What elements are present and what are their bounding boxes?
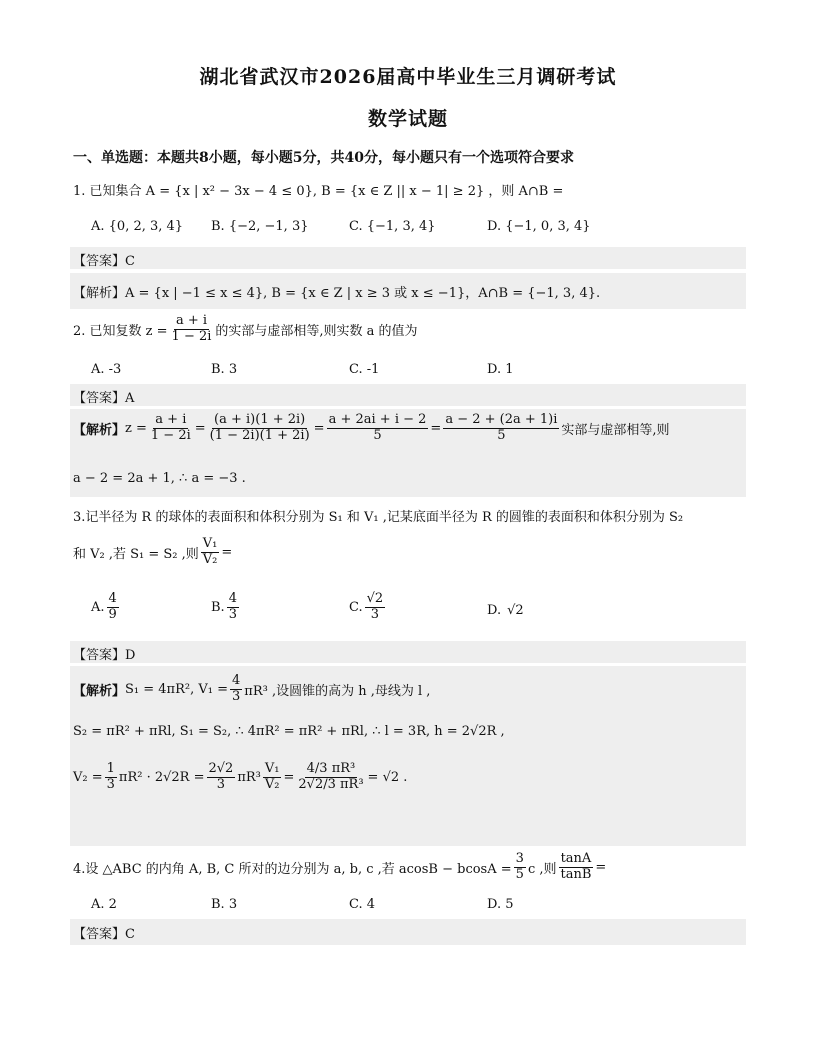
q1-option-b: B. {−2, −1, 3} (211, 219, 309, 234)
q2-stem-post: 的实部与虚部相等,则实数 a 的值为 (215, 323, 418, 339)
q4-answer-box (70, 919, 746, 945)
q2-option-c: C. -1 (349, 362, 380, 377)
q3-a3-post: = √2 . (367, 769, 408, 785)
q4-f1-den: 5 (515, 866, 524, 882)
q3-analysis-line1 (73, 674, 430, 705)
q3-analysis-label: 【解析】 (73, 683, 126, 699)
q1-answer: 【答案】C (73, 254, 135, 269)
q2-analysis-tail: 实部与虚部相等,则 (561, 422, 670, 438)
q2-f1-den: 1 − 2i (150, 427, 191, 443)
q2-f4-num: a − 2 + (2a + 1)i (445, 412, 558, 427)
q1-option-a: A. {0, 2, 3, 4} (91, 219, 184, 234)
q3-stem-den: V₂ (202, 551, 218, 567)
q3-option-c (349, 592, 387, 623)
q3-option-b-den: 3 (228, 606, 237, 622)
q2-analysis-line1 (73, 413, 670, 444)
q2-answer: 【答案】A (73, 391, 135, 406)
q1-option-c: C. {−1, 3, 4} (349, 219, 436, 234)
q3-analysis-line3 (73, 762, 407, 793)
q2-eq3: = (430, 420, 442, 436)
q2-answer-box (70, 384, 746, 406)
q2-f2-den: (1 − 2i)(1 + 2i) (209, 427, 310, 443)
q2-stem-num: a + i (175, 313, 208, 328)
q3-a3-frac2 (207, 762, 236, 793)
q3-option-c-den: 3 (370, 606, 380, 622)
q3-option-a (91, 592, 121, 623)
question-4-stem (73, 852, 606, 883)
q1-analysis: 【解析】A = {x | −1 ≤ x ≤ 4}, B = {x ∈ Z | x ≥ 3 或 x ≤ −1}，A∩B = {−1, 3, 4}. (73, 286, 601, 301)
q2-f2-num: (a + i)(1 + 2i) (214, 412, 306, 427)
q3-stem-line2-post: = (221, 544, 233, 560)
q3-option-a-frac (107, 592, 119, 623)
q3-a3-mid2: πR³ (237, 769, 261, 785)
q3-option-c-num: √2 (366, 591, 384, 606)
q3-a3-frac1 (105, 762, 117, 793)
q3-a3-frac3 (263, 762, 282, 793)
q3-a3-f1-den: 3 (106, 776, 115, 792)
q3-a1-num: 4 (232, 673, 241, 688)
q3-option-d-label: D. (487, 603, 502, 618)
q3-a3-pre: V₂ = (73, 769, 103, 785)
q2-analysis-frac2 (208, 413, 312, 444)
q4-stem-frac2 (558, 852, 593, 883)
q2-eq2: = (313, 420, 325, 436)
q3-option-b (211, 592, 241, 623)
q3-a3-eq: = (283, 769, 295, 785)
q4-answer: 【答案】C (73, 927, 135, 942)
q4-stem-pre: 4.设 △ABC 的内角 A, B, C 所对的边分别为 a, b, c ,若 acosB − bcosA = (73, 861, 512, 877)
q4-stem-post: = (595, 859, 607, 875)
q3-a1-post: πR³ ,设圆锥的高为 h ,母线为 l , (244, 683, 431, 699)
question-3-stem-line2 (73, 537, 232, 568)
q3-answer: 【答案】D (73, 648, 136, 663)
q2-analysis-label: 【解析】 (73, 422, 126, 438)
q3-a3-bigfrac (296, 762, 365, 793)
q4-stem-mid: c ,则 (527, 861, 557, 877)
q3-a3-f2-den: 3 (216, 776, 226, 792)
q2-analysis-frac3 (327, 413, 429, 444)
q4-option-b: B. 3 (211, 897, 238, 912)
q3-stem-num: V₁ (202, 536, 218, 551)
q4-f2-num: tanA (560, 851, 592, 866)
q3-option-a-label: A. (91, 599, 105, 615)
q2-option-a: A. -3 (91, 362, 122, 377)
q2-eq1: = (194, 420, 206, 436)
q4-f1-num: 3 (515, 851, 524, 866)
question-1-stem: 1. 已知集合 A = {x | x² − 3x − 4 ≤ 0}, B = {x ∈ Z || x − 1| ≥ 2} ，则 A∩B = (73, 184, 564, 199)
q3-stem-frac (201, 537, 220, 568)
q3-a3-f3-num: V₁ (264, 761, 280, 776)
q4-option-a: A. 2 (91, 897, 117, 912)
q3-option-c-frac (365, 592, 386, 623)
q3-a1-den: 3 (232, 688, 241, 704)
q4-stem-frac1 (514, 852, 526, 883)
document-subtitle: 数学试题 (367, 108, 448, 130)
q2-analysis-z: z = (125, 420, 147, 436)
q3-a3-f3-den: V₂ (264, 776, 280, 792)
q2-analysis-frac4 (443, 413, 559, 444)
q3-analysis-line2: S₂ = πR² + πRl, S₁ = S₂, ∴ 4πR² = πR² + πRl, ∴ l = 3R, h = 2√2R , (73, 724, 505, 739)
section-heading: 一、单选题：本题共8小题，每小题5分，共40分，每小题只有一个选项符合要求 (73, 150, 574, 166)
q1-answer-box (70, 247, 746, 269)
q3-a3-f2-num: 2√2 (208, 761, 234, 776)
document-title: 湖北省武汉市2026届高中毕业生三月调研考试 (199, 66, 617, 88)
q2-f4-den: 5 (497, 427, 506, 443)
question-2-stem (73, 314, 418, 345)
q2-f3-den: 5 (373, 427, 382, 443)
q2-analysis-frac1 (149, 413, 193, 444)
q2-stem-pre: 2. 已知复数 z = (73, 323, 168, 339)
q4-option-d: D. 5 (487, 897, 514, 912)
q2-option-d: D. 1 (487, 362, 514, 377)
q3-a3-big-num: 4/3 πR³ (306, 761, 356, 776)
q4-option-c: C. 4 (349, 897, 376, 912)
q3-answer-box (70, 641, 746, 663)
q3-a1-pre: S₁ = 4πR², V₁ = (125, 681, 228, 697)
q3-option-a-num: 4 (108, 591, 117, 606)
q3-option-d-text: √2 (507, 603, 524, 618)
q2-stem-fraction (170, 314, 214, 345)
question-3-stem-line1: 3.记半径为 R 的球体的表面积和体积分别为 S₁ 和 V₁ ,记某底面半径为 R 的圆锥的表面积和体积分别为 S₂ (73, 510, 684, 525)
q3-a3-mid: πR² · 2√2R = (118, 769, 205, 785)
q4-f2-den: tanB (560, 866, 592, 882)
q3-option-b-frac (227, 592, 239, 623)
q2-analysis-line2: a − 2 = 2a + 1, ∴ a = −3 . (73, 471, 246, 486)
q3-option-b-num: 4 (228, 591, 237, 606)
q3-stem-line2-pre: 和 V₂ ,若 S₁ = S₂ ,则 (73, 546, 199, 562)
q2-option-b: B. 3 (211, 362, 238, 377)
q3-a3-big-den: 2√2/3 πR³ (298, 776, 364, 792)
q1-option-d: D. {−1, 0, 3, 4} (487, 219, 591, 234)
q3-option-c-label: C. (349, 599, 363, 615)
q3-option-a-den: 9 (108, 606, 117, 622)
q2-f1-num: a + i (155, 412, 187, 427)
q2-f3-num: a + 2ai + i − 2 (328, 412, 427, 427)
q3-a1-frac (230, 674, 242, 705)
q3-option-d (487, 603, 524, 618)
q2-stem-den: 1 − 2i (171, 328, 212, 344)
q3-a3-f1-num: 1 (106, 761, 115, 776)
q3-option-b-label: B. (211, 599, 225, 615)
